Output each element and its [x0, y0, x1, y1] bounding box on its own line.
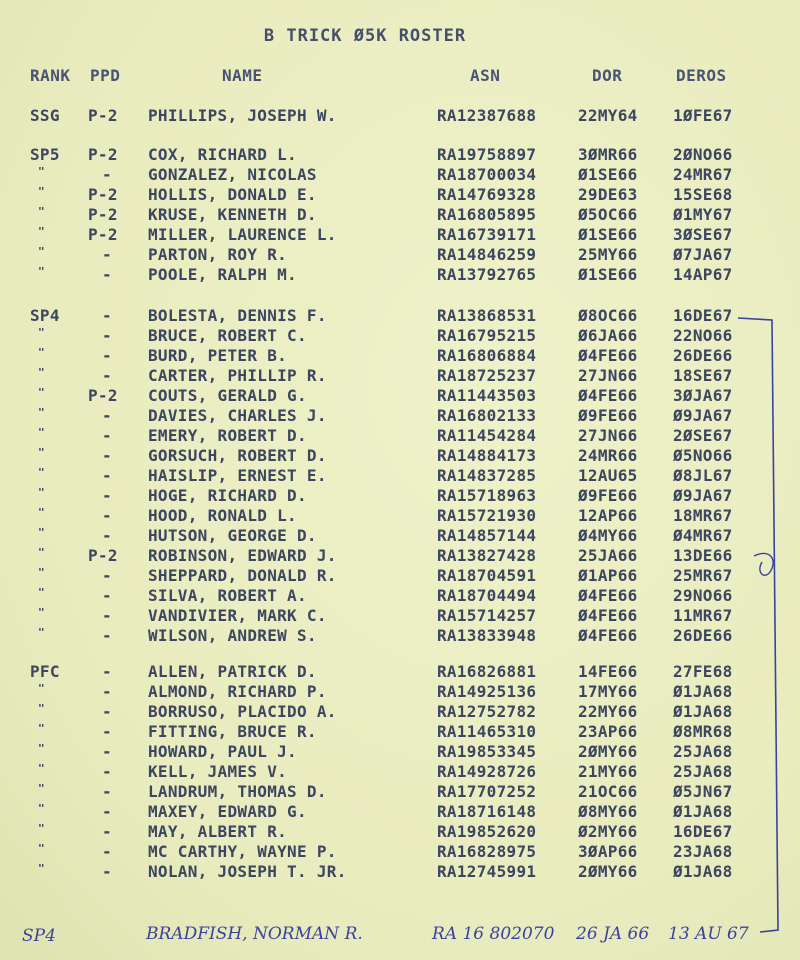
- cell-deros: 18MR67: [673, 506, 733, 525]
- cell-ppd: -: [102, 486, 112, 505]
- cell-ppd: P-2: [88, 185, 118, 204]
- cell-name: HUTSON, GEORGE D.: [148, 526, 317, 545]
- cell-asn: RA12387688: [437, 106, 537, 125]
- header-ppd: PPD: [90, 66, 121, 85]
- cell-asn: RA16806884: [437, 346, 537, 365]
- handwritten-name: BRADFISH, NORMAN R.: [146, 924, 363, 944]
- cell-name: KRUSE, KENNETH D.: [148, 205, 317, 224]
- cell-name: ALLEN, PATRICK D.: [148, 662, 317, 681]
- cell-asn: RA11443503: [437, 386, 537, 405]
- cell-asn: RA16795215: [437, 326, 537, 345]
- cell-rank: ": [38, 546, 45, 559]
- cell-rank: ": [38, 682, 45, 695]
- cell-dor: Ø5OC66: [578, 205, 638, 224]
- cell-deros: 2ØSE67: [673, 426, 733, 445]
- cell-name: KELL, JAMES V.: [148, 762, 288, 781]
- cell-rank: ": [38, 406, 45, 419]
- cell-rank: ": [38, 526, 45, 539]
- cell-name: MILLER, LAURENCE L.: [148, 225, 337, 244]
- cell-asn: RA14846259: [437, 245, 537, 264]
- cell-rank: ": [38, 586, 45, 599]
- cell-ppd: -: [102, 566, 112, 585]
- cell-asn: RA11454284: [437, 426, 537, 445]
- ink-scribble: [754, 553, 773, 575]
- cell-rank: ": [38, 265, 45, 278]
- cell-asn: RA16739171: [437, 225, 537, 244]
- cell-deros: Ø8JL67: [673, 466, 733, 485]
- cell-deros: 14AP67: [673, 265, 733, 284]
- cell-dor: Ø4FE66: [578, 386, 638, 405]
- cell-asn: RA19758897: [437, 145, 537, 164]
- cell-name: ALMOND, RICHARD P.: [148, 682, 327, 701]
- cell-asn: RA18700034: [437, 165, 537, 184]
- cell-name: SILVA, ROBERT A.: [148, 586, 307, 605]
- cell-name: BRUCE, ROBERT C.: [148, 326, 307, 345]
- cell-ppd: P-2: [88, 546, 118, 565]
- cell-ppd: -: [102, 586, 112, 605]
- cell-ppd: P-2: [88, 386, 118, 405]
- cell-ppd: -: [102, 822, 112, 841]
- cell-name: COUTS, GERALD G.: [148, 386, 307, 405]
- cell-deros: Ø7JA67: [673, 245, 733, 264]
- cell-name: GONZALEZ, NICOLAS: [148, 165, 317, 184]
- cell-ppd: -: [102, 245, 112, 264]
- cell-asn: RA14925136: [437, 682, 537, 701]
- cell-deros: 26DE66: [673, 626, 733, 645]
- cell-deros: 23JA68: [673, 842, 733, 861]
- cell-rank: ": [38, 782, 45, 795]
- cell-name: GORSUCH, ROBERT D.: [148, 446, 327, 465]
- cell-name: BOLESTA, DENNIS F.: [148, 306, 327, 325]
- cell-dor: Ø1SE66: [578, 225, 638, 244]
- cell-dor: 3ØMR66: [578, 145, 638, 164]
- cell-rank: PFC: [30, 662, 60, 681]
- cell-asn: RA14884173: [437, 446, 537, 465]
- cell-deros: 13DE66: [673, 546, 733, 565]
- cell-ppd: -: [102, 265, 112, 284]
- cell-name: FITTING, BRUCE R.: [148, 722, 317, 741]
- cell-dor: 25MY66: [578, 245, 638, 264]
- cell-dor: 12AP66: [578, 506, 638, 525]
- cell-deros: Ø9JA67: [673, 486, 733, 505]
- roster-title: B TRICK Ø5K ROSTER: [263, 26, 467, 46]
- cell-asn: RA15721930: [437, 506, 537, 525]
- cell-deros: 16DE67: [673, 306, 733, 325]
- cell-rank: ": [38, 366, 45, 379]
- cell-name: LANDRUM, THOMAS D.: [148, 782, 327, 801]
- cell-asn: RA17707252: [437, 782, 537, 801]
- cell-name: DAVIES, CHARLES J.: [148, 406, 327, 425]
- cell-ppd: -: [102, 842, 112, 861]
- cell-name: HOGE, RICHARD D.: [148, 486, 307, 505]
- cell-asn: RA12745991: [437, 862, 537, 881]
- cell-ppd: P-2: [88, 225, 118, 244]
- cell-dor: 29DE63: [578, 185, 638, 204]
- cell-ppd: -: [102, 762, 112, 781]
- cell-dor: Ø1SE66: [578, 265, 638, 284]
- cell-asn: RA14769328: [437, 185, 537, 204]
- cell-asn: RA14857144: [437, 526, 537, 545]
- cell-asn: RA15714257: [437, 606, 537, 625]
- cell-rank: ": [38, 822, 45, 835]
- cell-dor: 14FE66: [578, 662, 638, 681]
- cell-name: MAY, ALBERT R.: [148, 822, 288, 841]
- cell-deros: Ø1JA68: [673, 862, 733, 881]
- cell-rank: ": [38, 225, 45, 238]
- cell-dor: Ø4FE66: [578, 626, 638, 645]
- cell-ppd: -: [102, 366, 112, 385]
- cell-rank: ": [38, 426, 45, 439]
- cell-asn: RA15718963: [437, 486, 537, 505]
- cell-ppd: -: [102, 682, 112, 701]
- cell-asn: RA14928726: [437, 762, 537, 781]
- cell-dor: Ø1SE66: [578, 165, 638, 184]
- cell-rank: ": [38, 346, 45, 359]
- cell-name: NOLAN, JOSEPH T. JR.: [148, 862, 347, 881]
- cell-dor: Ø9FE66: [578, 486, 638, 505]
- cell-asn: RA18725237: [437, 366, 537, 385]
- cell-rank: ": [38, 842, 45, 855]
- cell-name: PHILLIPS, JOSEPH W.: [148, 106, 337, 125]
- header-name: NAME: [222, 66, 263, 85]
- cell-ppd: -: [102, 782, 112, 801]
- cell-rank: ": [38, 566, 45, 579]
- cell-rank: ": [38, 165, 45, 178]
- cell-deros: 3ØJA67: [673, 386, 733, 405]
- cell-ppd: -: [102, 446, 112, 465]
- cell-ppd: -: [102, 742, 112, 761]
- cell-dor: 27JN66: [578, 426, 638, 445]
- cell-asn: RA16802133: [437, 406, 537, 425]
- handwritten-asn: RA 16 802070: [432, 924, 555, 944]
- cell-dor: Ø8MY66: [578, 802, 638, 821]
- cell-deros: 1ØFE67: [673, 106, 733, 125]
- cell-rank: ": [38, 802, 45, 815]
- cell-rank: ": [38, 506, 45, 519]
- cell-name: BORRUSO, PLACIDO A.: [148, 702, 337, 721]
- cell-ppd: -: [102, 466, 112, 485]
- cell-dor: 27JN66: [578, 366, 638, 385]
- cell-ppd: -: [102, 165, 112, 184]
- cell-dor: 21MY66: [578, 762, 638, 781]
- cell-deros: Ø5NO66: [673, 446, 733, 465]
- cell-dor: 2ØMY66: [578, 862, 638, 881]
- cell-deros: 25MR67: [673, 566, 733, 585]
- cell-dor: 17MY66: [578, 682, 638, 701]
- cell-asn: RA16826881: [437, 662, 537, 681]
- cell-dor: Ø8OC66: [578, 306, 638, 325]
- cell-rank: ": [38, 245, 45, 258]
- cell-name: HAISLIP, ERNEST E.: [148, 466, 327, 485]
- cell-ppd: -: [102, 862, 112, 881]
- cell-deros: 18SE67: [673, 366, 733, 385]
- cell-deros: 11MR67: [673, 606, 733, 625]
- cell-dor: Ø1AP66: [578, 566, 638, 585]
- cell-dor: 3ØAP66: [578, 842, 638, 861]
- handwritten-dor: 26 JA 66: [576, 924, 650, 944]
- cell-name: BURD, PETER B.: [148, 346, 288, 365]
- cell-deros: Ø5JN67: [673, 782, 733, 801]
- cell-deros: 29NO66: [673, 586, 733, 605]
- cell-name: HOOD, RONALD L.: [148, 506, 297, 525]
- cell-name: PARTON, ROY R.: [148, 245, 288, 264]
- cell-rank: ": [38, 386, 45, 399]
- cell-ppd: -: [102, 326, 112, 345]
- cell-asn: RA16828975: [437, 842, 537, 861]
- cell-rank: ": [38, 466, 45, 479]
- cell-name: CARTER, PHILLIP R.: [148, 366, 327, 385]
- cell-deros: Ø1JA68: [673, 702, 733, 721]
- cell-rank: ": [38, 606, 45, 619]
- cell-ppd: -: [102, 506, 112, 525]
- cell-dor: Ø2MY66: [578, 822, 638, 841]
- cell-deros: 3ØSE67: [673, 225, 733, 244]
- cell-ppd: -: [102, 702, 112, 721]
- cell-name: HOWARD, PAUL J.: [148, 742, 297, 761]
- cell-ppd: -: [102, 606, 112, 625]
- cell-rank: ": [38, 486, 45, 499]
- cell-asn: RA16805895: [437, 205, 537, 224]
- cell-ppd: -: [102, 306, 112, 325]
- cell-asn: RA19853345: [437, 742, 537, 761]
- cell-ppd: -: [102, 526, 112, 545]
- cell-rank: SP4: [30, 306, 60, 325]
- cell-name: HOLLIS, DONALD E.: [148, 185, 317, 204]
- cell-deros: Ø8MR68: [673, 722, 733, 741]
- cell-deros: Ø1MY67: [673, 205, 733, 224]
- cell-ppd: -: [102, 346, 112, 365]
- cell-dor: 23AP66: [578, 722, 638, 741]
- cell-rank: SP5: [30, 145, 60, 164]
- cell-asn: RA12752782: [437, 702, 537, 721]
- cell-asn: RA13792765: [437, 265, 537, 284]
- cell-rank: ": [38, 185, 45, 198]
- cell-deros: Ø9JA67: [673, 406, 733, 425]
- cell-deros: 25JA68: [673, 742, 733, 761]
- cell-deros: 27FE68: [673, 662, 733, 681]
- cell-deros: 15SE68: [673, 185, 733, 204]
- cell-deros: 24MR67: [673, 165, 733, 184]
- cell-deros: 22NO66: [673, 326, 733, 345]
- cell-rank: ": [38, 702, 45, 715]
- cell-rank: ": [38, 862, 45, 875]
- cell-deros: 25JA68: [673, 762, 733, 781]
- cell-ppd: -: [102, 802, 112, 821]
- cell-name: MAXEY, EDWARD G.: [148, 802, 307, 821]
- cell-ppd: -: [102, 662, 112, 681]
- cell-asn: RA19852620: [437, 822, 537, 841]
- cell-dor: Ø4MY66: [578, 526, 638, 545]
- cell-name: ROBINSON, EDWARD J.: [148, 546, 337, 565]
- cell-rank: ": [38, 326, 45, 339]
- header-deros: DEROS: [676, 66, 727, 85]
- cell-name: VANDIVIER, MARK C.: [148, 606, 327, 625]
- cell-deros: 16DE67: [673, 822, 733, 841]
- cell-asn: RA18704591: [437, 566, 537, 585]
- handwritten-rank: SP4: [22, 926, 56, 946]
- cell-ppd: -: [102, 406, 112, 425]
- cell-rank: ": [38, 762, 45, 775]
- cell-ppd: P-2: [88, 106, 118, 125]
- cell-ppd: -: [102, 722, 112, 741]
- cell-deros: Ø4MR67: [673, 526, 733, 545]
- cell-dor: Ø4FE66: [578, 606, 638, 625]
- cell-dor: 12AU65: [578, 466, 638, 485]
- header-rank: RANK: [30, 66, 71, 85]
- handwritten-deros: 13 AU 67: [668, 924, 749, 944]
- bracket-line: [738, 318, 778, 932]
- header-asn: ASN: [470, 66, 501, 85]
- cell-dor: 22MY64: [578, 106, 638, 125]
- cell-ppd: -: [102, 626, 112, 645]
- cell-rank: ": [38, 205, 45, 218]
- cell-deros: Ø1JA68: [673, 682, 733, 701]
- cell-asn: RA18704494: [437, 586, 537, 605]
- cell-rank: ": [38, 626, 45, 639]
- cell-dor: Ø4FE66: [578, 586, 638, 605]
- cell-dor: 24MR66: [578, 446, 638, 465]
- header-dor: DOR: [592, 66, 623, 85]
- cell-deros: Ø1JA68: [673, 802, 733, 821]
- cell-dor: 21OC66: [578, 782, 638, 801]
- cell-dor: 2ØMY66: [578, 742, 638, 761]
- cell-rank: ": [38, 742, 45, 755]
- cell-name: MC CARTHY, WAYNE P.: [148, 842, 337, 861]
- cell-dor: 22MY66: [578, 702, 638, 721]
- cell-ppd: P-2: [88, 205, 118, 224]
- cell-name: SHEPPARD, DONALD R.: [148, 566, 337, 585]
- cell-dor: Ø6JA66: [578, 326, 638, 345]
- cell-asn: RA11465310: [437, 722, 537, 741]
- cell-asn: RA13868531: [437, 306, 537, 325]
- cell-deros: 26DE66: [673, 346, 733, 365]
- cell-asn: RA13827428: [437, 546, 537, 565]
- cell-asn: RA14837285: [437, 466, 537, 485]
- cell-deros: 2ØNO66: [673, 145, 733, 164]
- cell-rank: ": [38, 722, 45, 735]
- cell-dor: Ø4FE66: [578, 346, 638, 365]
- cell-dor: 25JA66: [578, 546, 638, 565]
- cell-rank: ": [38, 446, 45, 459]
- cell-rank: SSG: [30, 106, 60, 125]
- cell-ppd: -: [102, 426, 112, 445]
- cell-name: COX, RICHARD L.: [148, 145, 297, 164]
- cell-dor: Ø9FE66: [578, 406, 638, 425]
- cell-name: WILSON, ANDREW S.: [148, 626, 317, 645]
- cell-ppd: P-2: [88, 145, 118, 164]
- cell-name: POOLE, RALPH M.: [148, 265, 297, 284]
- cell-asn: RA13833948: [437, 626, 537, 645]
- cell-name: EMERY, ROBERT D.: [148, 426, 307, 445]
- cell-asn: RA18716148: [437, 802, 537, 821]
